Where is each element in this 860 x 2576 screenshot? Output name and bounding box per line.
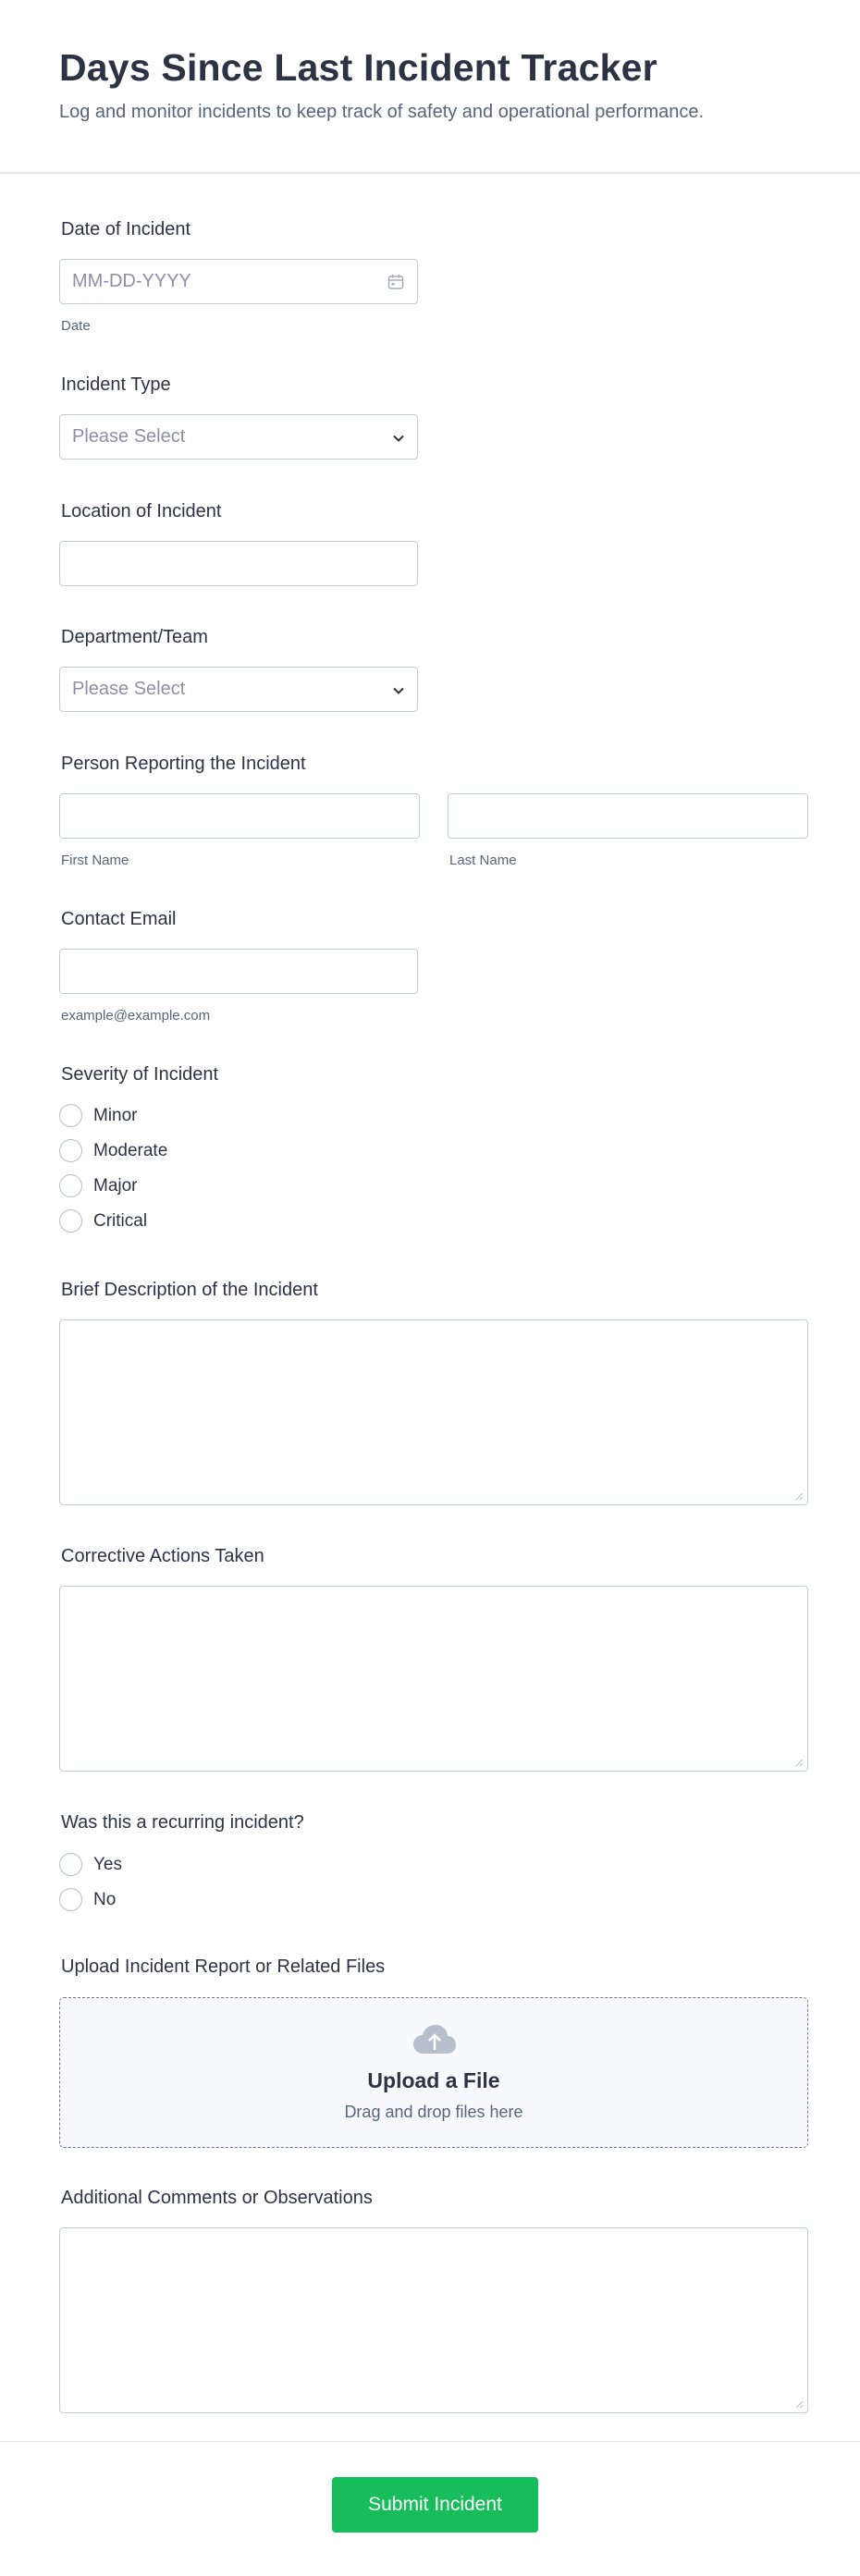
first-name-input[interactable] [59, 793, 420, 839]
department-label: Department/Team [61, 627, 208, 647]
date-sublabel: Date [61, 318, 91, 334]
radio-label: Moderate [93, 1141, 168, 1160]
resize-grip-icon[interactable] [794, 2399, 804, 2409]
last-name-input[interactable] [448, 793, 808, 839]
radio-label: Major [93, 1176, 138, 1196]
email-sublabel: example@example.com [61, 1008, 211, 1024]
last-name-sublabel: Last Name [449, 853, 517, 868]
upload-title: Upload a File [367, 2068, 500, 2092]
radio-button[interactable] [59, 1209, 82, 1233]
calendar-icon[interactable] [387, 274, 404, 290]
radio-button[interactable] [59, 1104, 82, 1127]
corrective-actions-textarea[interactable] [59, 1586, 808, 1772]
radio-label: Minor [93, 1106, 138, 1125]
resize-grip-icon[interactable] [794, 1491, 804, 1501]
severity-label: Severity of Incident [61, 1064, 219, 1085]
submit-button[interactable]: Submit Incident [332, 2477, 538, 2533]
description-label: Brief Description of the Incident [61, 1280, 318, 1300]
corrective-actions-label: Corrective Actions Taken [61, 1546, 264, 1566]
radio-label: Critical [93, 1211, 148, 1231]
page-subtitle: Log and monitor incidents to keep track of safety and operational performance. [59, 102, 705, 122]
incident-type-select[interactable] [59, 414, 418, 460]
radio-button[interactable] [59, 1888, 82, 1911]
first-name-sublabel: First Name [61, 853, 129, 868]
radio-label: Yes [93, 1855, 122, 1874]
location-input[interactable] [59, 541, 418, 586]
resize-grip-icon[interactable] [794, 1758, 804, 1767]
upload-label: Upload Incident Report or Related Files [61, 1957, 386, 1977]
radio-button[interactable] [59, 1174, 82, 1197]
date-of-incident-label: Date of Incident [61, 219, 191, 239]
department-select[interactable] [59, 667, 418, 712]
email-input[interactable] [59, 949, 418, 994]
form-header [0, 0, 860, 174]
chevron-down-icon [391, 431, 406, 446]
file-upload-dropzone[interactable] [59, 1997, 808, 2148]
incident-type-placeholder: Please Select [72, 426, 186, 447]
date-input[interactable] [59, 259, 418, 304]
comments-label: Additional Comments or Observations [61, 2188, 373, 2208]
recurring-label: Was this a recurring incident? [61, 1812, 304, 1833]
location-label: Location of Incident [61, 501, 222, 521]
upload-subtitle: Drag and drop files here [344, 2103, 523, 2121]
chevron-down-icon [391, 683, 406, 698]
radio-label: No [93, 1890, 117, 1909]
date-placeholder: MM-DD-YYYY [72, 271, 191, 291]
cloud-upload-icon [412, 2024, 457, 2055]
incident-type-label: Incident Type [61, 374, 171, 395]
radio-button[interactable] [59, 1853, 82, 1876]
form-footer [0, 2441, 860, 2576]
radio-button[interactable] [59, 1139, 82, 1162]
comments-textarea[interactable] [59, 2227, 808, 2413]
contact-email-label: Contact Email [61, 909, 177, 929]
description-textarea[interactable] [59, 1319, 808, 1505]
department-placeholder: Please Select [72, 679, 186, 699]
page-title: Days Since Last Incident Tracker [59, 46, 657, 89]
reporter-label: Person Reporting the Incident [61, 754, 306, 774]
